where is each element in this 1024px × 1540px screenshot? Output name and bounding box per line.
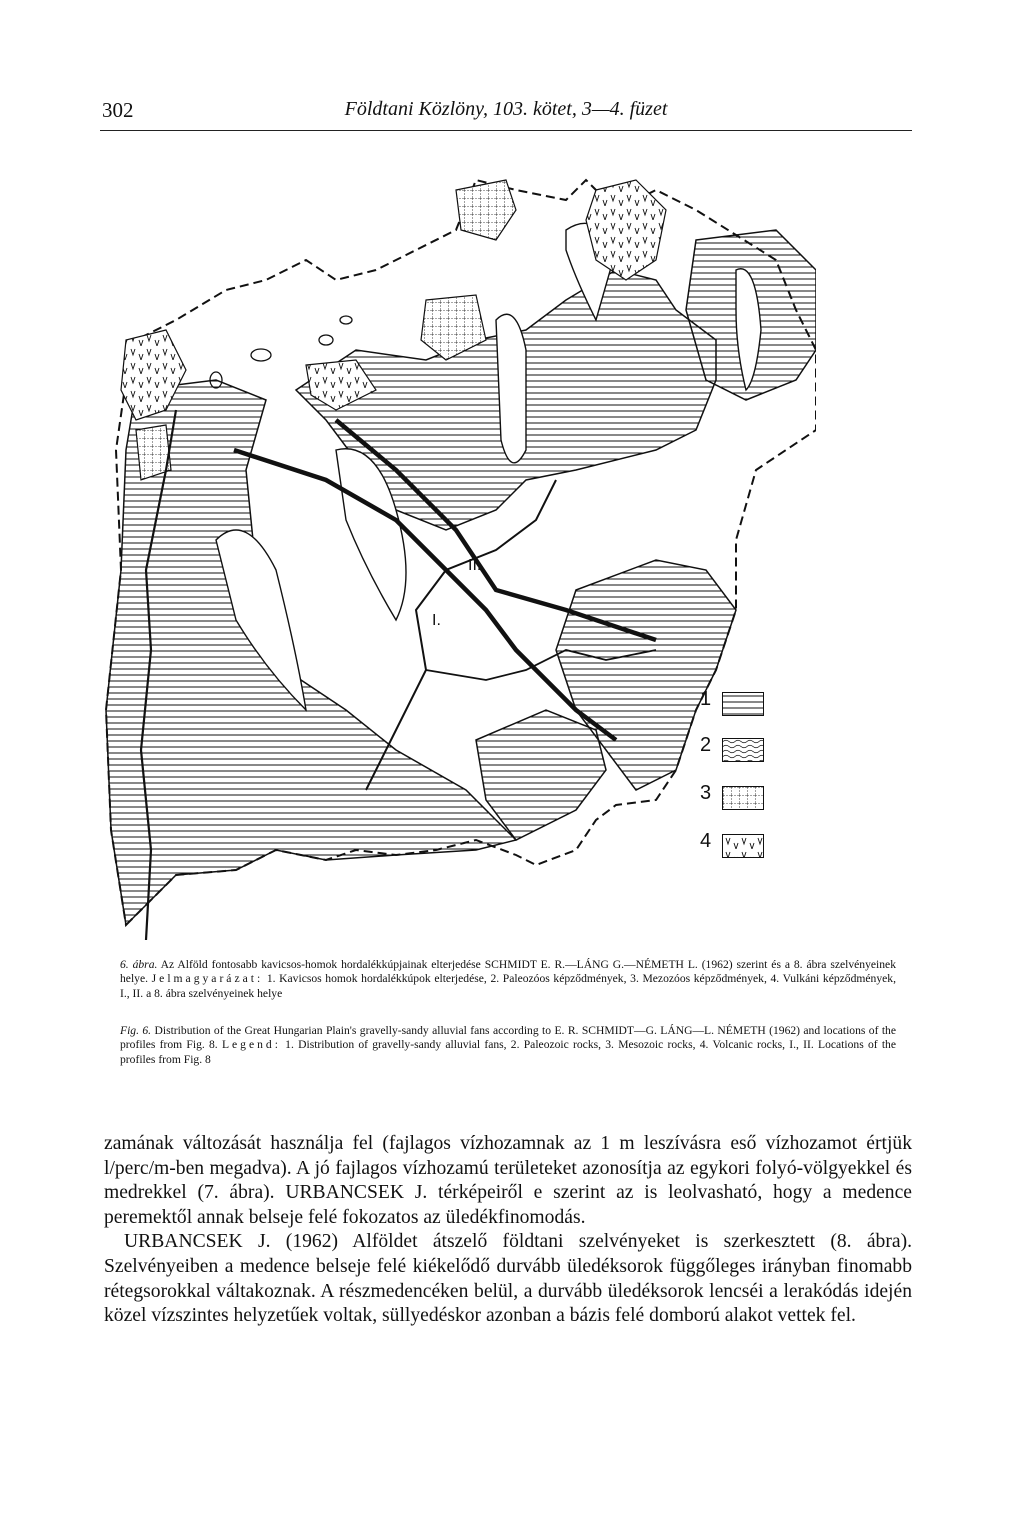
paragraph: zamának változását használja fel (fajlagos vízhozamnak az 1 m leszívásra eső vízhozamot értjük l/perc/m-ben megadva). A jó fajlagos vízhozamú területeket azonosítja az egykori folyó-völgyekkel és medrekkel (7. ábra). URBANCSEK J. térképeiről e szerint az is leolvasható, hogy a medence peremektől annak belseje felé fokozatos az üledékfinomodás. (104, 1133, 912, 1228)
caption-legend-word: Jelmagyarázat: (151, 972, 264, 986)
running-title: Földtani Közlöny, 103. kötet, 3—4. füzet (344, 98, 668, 120)
caption-text: Az Alföld fontosabb kavicsos-homok hordalékkúpjainak elterjedése SCHMIDT E. R.—LÁNG G.—NÉMETH L. (1962) szerint és a 8. ábra szelvényeinek helye. (120, 958, 896, 986)
map-legend (700, 688, 780, 868)
small-patch (251, 349, 271, 361)
paragraph: URBANCSEK J. (1962) Alföldet átszelő földtani szelvényeket is szerkesztett (8. ábra). Szelvényeiben a medence belseje felé kiékelődő durvább üledéksorok függőleges irányban finomabb rétegsorokkal váltakoznak. A részmedencéken belül, a durvább üledéksorok lencséi a lerakódás idején közel vízszintes helyzetűek voltak, süllyedéskor azonban a bázis felé domború alakot vettek fel. (104, 1231, 912, 1327)
profile-label-I: I. (432, 612, 441, 629)
legend-row-1 (700, 688, 780, 720)
legend-swatch-wavy-lines (722, 738, 764, 762)
legend-number: 2 (700, 734, 712, 756)
legend-row-2 (700, 734, 780, 766)
legend-row-3 (700, 782, 780, 814)
legend-number: 3 (700, 782, 712, 804)
small-patch (319, 335, 333, 345)
caption-text: Distribution of the Great Hungarian Plain's gravelly-sandy alluvial fans according to E. R. SCHMIDT—G. LÁNG—L. NÉMETH (1962) and locations of the profiles from Fig. 8. (120, 1024, 897, 1052)
unhatched-lobe-3 (496, 314, 526, 463)
caption-english (120, 1024, 896, 1067)
legend-swatch-v-marks (722, 834, 764, 858)
caption-legend-word: Legend: (221, 1038, 281, 1052)
caption-label: Fig. 6. (120, 1024, 152, 1037)
legend-swatch-grid (722, 786, 764, 810)
legend-number: 4 (700, 830, 712, 852)
body-text (104, 1132, 912, 1329)
mesozoic-area-north (456, 180, 516, 240)
legend-swatch-horizontal-lines (722, 692, 764, 716)
legend-row-4 (700, 830, 780, 862)
header-rule (100, 130, 912, 131)
caption-hungarian (120, 958, 896, 1001)
profile-label-II: II. (468, 557, 482, 574)
caption-label: 6. ábra. (120, 958, 158, 971)
legend-number: 1 (700, 688, 712, 710)
caption-legend-text: 1. Kavicsos homok hordalékkúpok elterjedése, 2. Paleozóos képződmények, 3. Mezozóos képződmények, 4. Vulkáni képződmények, I., II. a 8. ábra szelvényeinek helye (120, 972, 896, 1000)
page-number: 302 (102, 98, 134, 122)
small-patch (340, 316, 352, 324)
caption-legend-text: 1. Distribution of gravelly-sandy alluvial fans, 2. Paleozoic rocks, 3. Mesozoic rocks, 4. Volcanic rocks, I., II. Locations of the profiles from Fig. 8 (120, 1038, 896, 1066)
